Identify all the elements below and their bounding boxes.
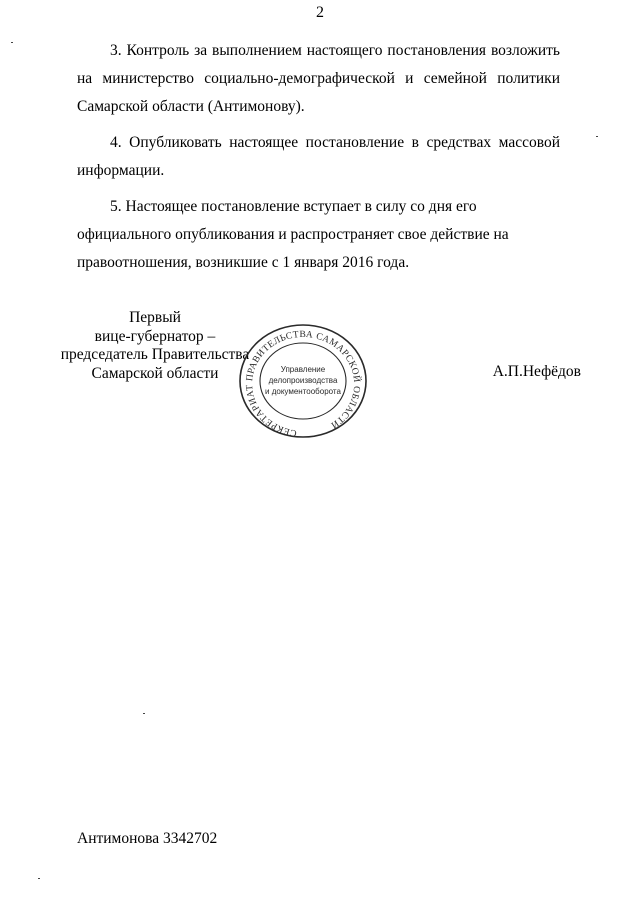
paragraph-3: 3. Контроль за выполнением настоящего постановления возложить на министерство социально-демографической и семейной политики Самарской области (Антимонову). [77,42,560,115]
executor-contact: Антимонова 3342702 [77,830,218,847]
paragraph-4: 4. Опубликовать настоящее постановление в средствах массовой информации. [77,134,560,179]
signatory-title-line: Первый [129,309,181,326]
paragraph-5: 5. Настоящее постановление вступает в силу со дня его официального опубликования и распространяет свое действие на правоотношения, возникшие с 1 января 2016 года. [77,198,509,271]
scan-speck [596,136,598,137]
signatory-title [60,309,250,383]
scan-speck [11,42,13,43]
stamp-inner-line: и документооборота [265,387,341,396]
stamp-inner-line: Управление [280,365,326,374]
stamp-outer-text: СЕКРЕТАРИАТ ПРАВИТЕЛЬСТВА САМАРСКОЙ ОБЛАСТИ [245,329,362,438]
signatory-title-line: председатель Правительства [60,346,250,363]
document-body [77,37,560,285]
signatory-name: А.П.Нефёдов [492,363,581,380]
scan-speck [38,878,40,879]
official-seal-stamp [237,322,369,440]
signatory-title-line: вице-губернатор – [94,327,216,345]
page-number: 2 [316,4,324,21]
signatory-title-line: Самарской области [91,364,219,382]
stamp-inner-line: делопроизводства [268,376,338,385]
scan-speck [143,713,145,714]
